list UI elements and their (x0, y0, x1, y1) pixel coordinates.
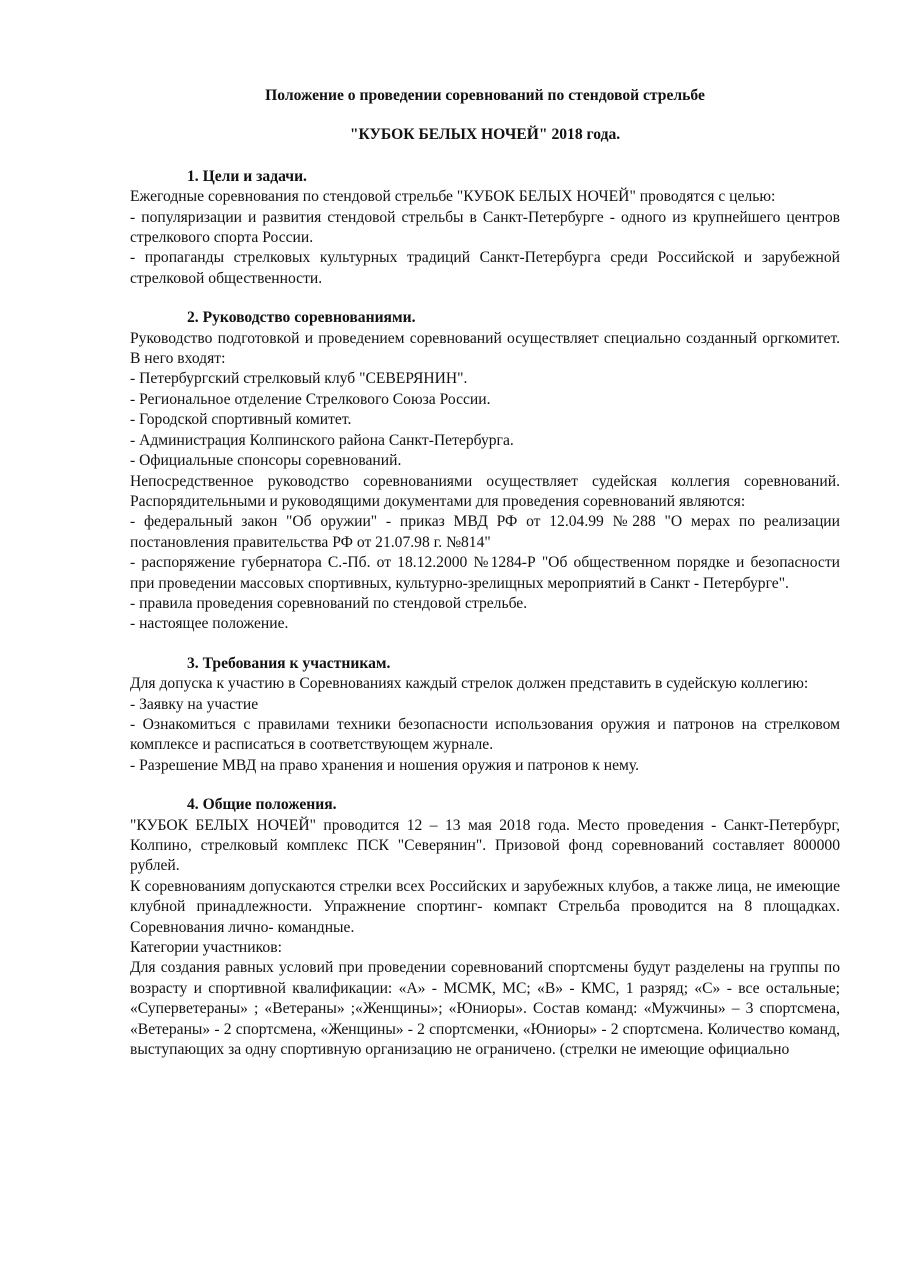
paragraph: - Ознакомиться с правилами техники безопасности использования оружия и патронов на стрелковом комплексе и расписаться в соответствующем журнале. (130, 715, 840, 754)
paragraph: - правила проведения соревнований по стендовой стрельбе. (130, 594, 528, 612)
paragraph: - Администрация Колпинского района Санкт-Петербурга. (130, 431, 514, 449)
section-heading: 2. Руководство соревнованиями. (187, 309, 416, 327)
paragraph: "КУБОК БЕЛЫХ НОЧЕЙ" проводится 12 – 13 мая 2018 года. Место проведения - Санкт-Петербург, Колпино, стрелковый комплекс ПСК "Северянин". Призовой фонд соревнований составляет 800000 рублей. (130, 816, 840, 875)
section-goals (130, 167, 840, 289)
paragraph: К соревнованиям допускаются стрелки всех Российских и зарубежных клубов, а также лица, не имеющие клубной принадлежности. Упражнение спортинг- компакт Стрельба проводится на 8 площадках. Соревнования лично- командные. (130, 877, 840, 936)
document-subtitle: "КУБОК БЕЛЫХ НОЧЕЙ" 2018 года. (349, 126, 621, 144)
paragraph: - пропаганды стрелковых культурных традиций Санкт-Петербурга среди Российской и зарубежной стрелковой общественности. (130, 249, 840, 287)
section-heading: 4. Общие положения. (187, 796, 337, 814)
paragraph: - Официальные спонсоры соревнований. (130, 452, 402, 470)
paragraph: Для допуска к участию в Соревнованиях каждый стрелок должен представить в судейскую коллегию: (130, 675, 809, 693)
document-page (130, 86, 840, 1079)
document-title: Положение о проведении соревнований по стендовой стрельбе (265, 87, 705, 104)
paragraph: - Городской спортивный комитет. (130, 411, 352, 429)
paragraph: Руководство подготовкой и проведением соревнований осуществляет специально созданный оргкомитет. В него входят: (130, 329, 840, 368)
paragraph: - популяризации и развития стендовой стрельбы в Санкт-Петербурге - одного из крупнейшего центров стрелкового спорта России. (130, 208, 840, 247)
paragraph: - Петербургский стрелковый клуб "СЕВЕРЯНИН". (130, 370, 468, 388)
section-management (130, 308, 840, 635)
paragraph: Для создания равных условий при проведении соревнований спортсмены будут разделены на группы по возрасту и спортивной квалификации: «А» - МСМК, МС; «В» - КМС, 1 разряд; «С» - все остальные; «Суперветераны» ; «Ветераны» ;«Женщины»; «Юниоры». Состав команд: «Мужчины» – 3 спортсмена, «Ветераны» - 2 спортсмена, «Женщины» - 2 спортсменки, «Юниоры» - 2 спортсмена. Количество команд, выступающих за одну спортивную организацию не ограничено. (стрелки не имеющие официально (130, 959, 840, 1059)
paragraph: Категории участников: (130, 939, 282, 957)
section-general (130, 795, 840, 1060)
section-heading: 1. Цели и задачи. (187, 167, 307, 185)
paragraph: - Заявку на участие (130, 695, 259, 713)
paragraph: Непосредственное руководство соревнованиями осуществляет судейская коллегия соревнований. Распорядительными и руководящими документами для проведения соревнований являются: (130, 472, 840, 510)
paragraph: - федеральный закон "Об оружии" - приказ МВД РФ от 12.04.99 №288 "О мерах по реализации постановления правительства РФ от 21.07.98 г. №814" (130, 513, 840, 551)
section-heading: 3. Требования к участникам. (187, 654, 391, 672)
paragraph: - Разрешение МВД на право хранения и ношения оружия и патронов к нему. (130, 756, 640, 774)
section-requirements (130, 654, 840, 776)
paragraph: - настоящее положение. (130, 615, 289, 633)
paragraph: Ежегодные соревнования по стендовой стрельбе "КУБОК БЕЛЫХ НОЧЕЙ" проводятся с целью: (130, 188, 776, 206)
paragraph: - распоряжение губернатора С.-Пб. от 18.12.2000 №1284-Р "Об общественном порядке и безопасности при проведении массовых спортивных, культурно-зрелищных мероприятий в Санкт - Петербурге". (130, 554, 840, 592)
paragraph: - Региональное отделение Стрелкового Союза России. (130, 390, 491, 408)
